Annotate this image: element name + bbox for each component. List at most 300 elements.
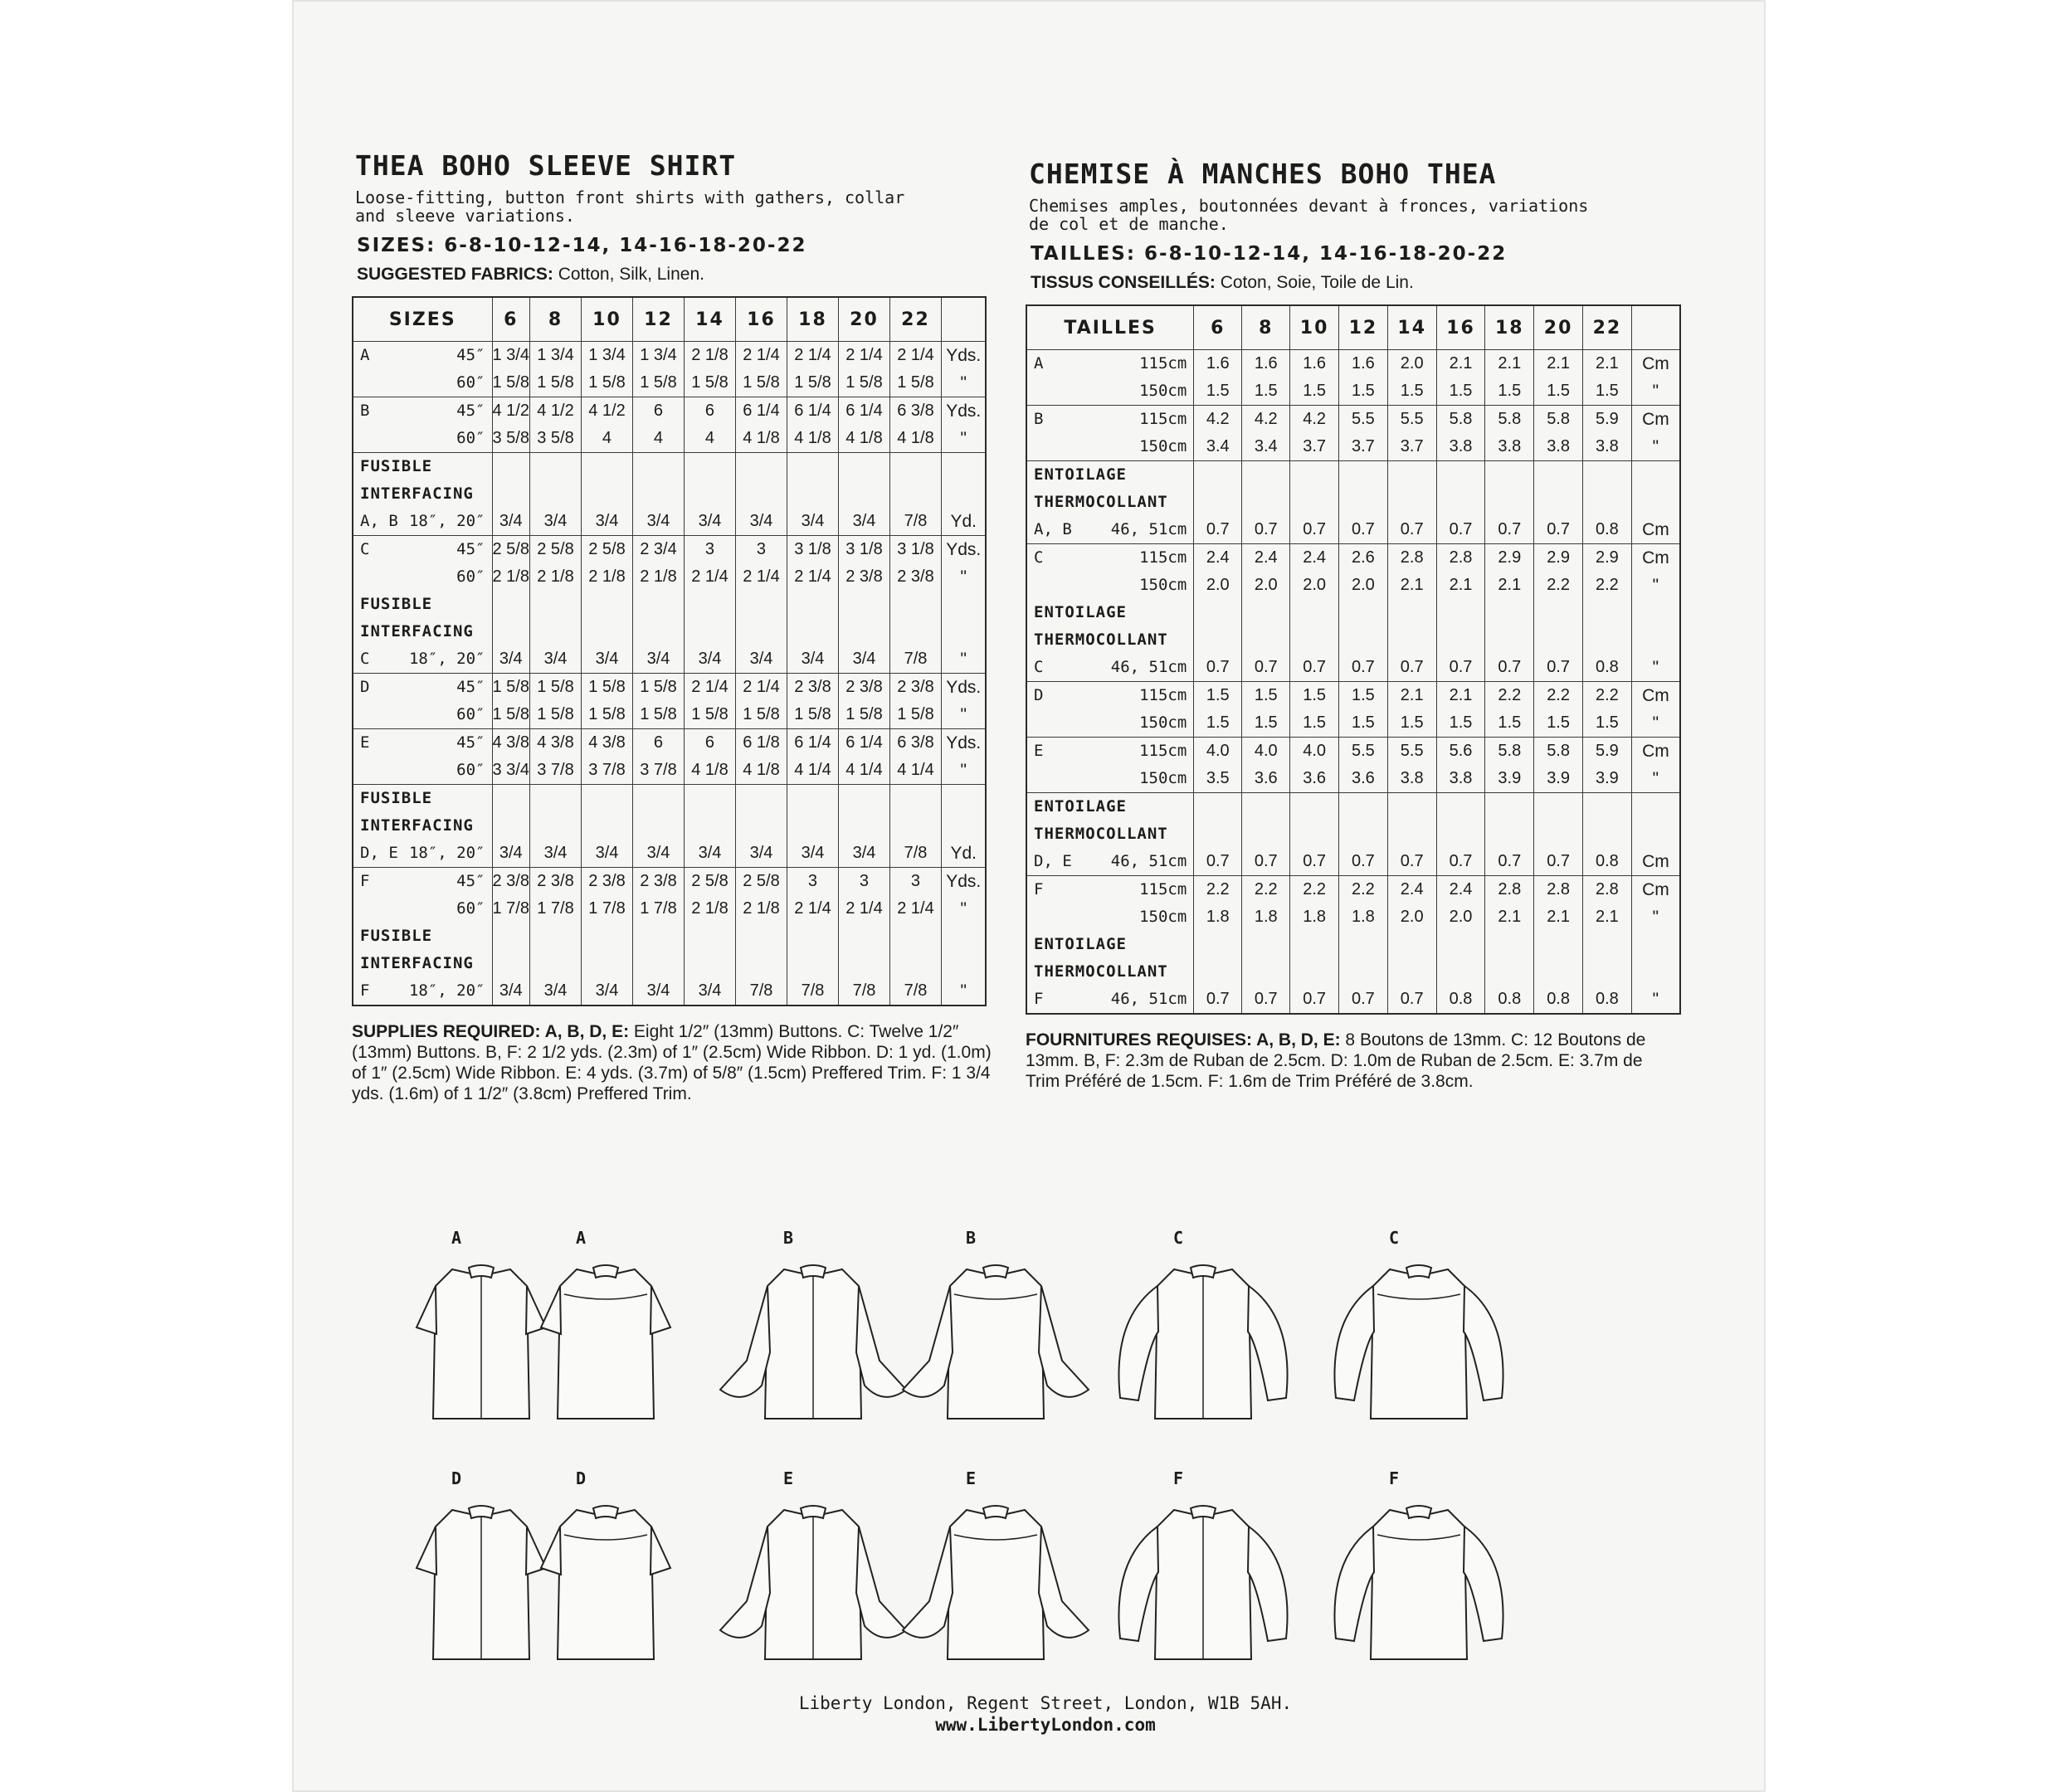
- amount: 0.7: [1449, 658, 1473, 676]
- amount: 2.2: [1303, 880, 1327, 898]
- amount-cell: [1534, 544, 1583, 682]
- amount: 3/4: [801, 650, 825, 668]
- amount: 2.4: [1400, 880, 1424, 898]
- spacer: [633, 591, 684, 645]
- view-letter: B: [965, 1228, 977, 1248]
- spacer: [1632, 931, 1679, 986]
- fabric-width: 45″: [456, 733, 485, 752]
- amount-cell: [1339, 544, 1388, 682]
- amount: 2.0: [1254, 576, 1278, 594]
- amount: 2 1/8: [537, 567, 574, 586]
- spacer: [493, 591, 529, 645]
- amount: 1.8: [1352, 908, 1375, 926]
- row-label: [1026, 350, 1194, 406]
- amount: 0.7: [1449, 852, 1473, 870]
- spacer: [1339, 599, 1387, 654]
- amount-cell: [735, 342, 787, 397]
- amount: 2.1: [1449, 354, 1473, 373]
- amount: 3.8: [1547, 437, 1570, 455]
- view-letter: A, B: [1034, 520, 1072, 538]
- shirt-drawing: [896, 1493, 1095, 1684]
- spacer: [736, 785, 787, 840]
- view-label: [1027, 876, 1193, 903]
- view-letter: F: [1034, 990, 1044, 1008]
- amount: 4 1/8: [691, 761, 729, 779]
- spacer: [787, 591, 838, 645]
- amount: 1.5: [1352, 686, 1375, 704]
- amount: 3/4: [499, 512, 523, 530]
- view-label: [1027, 654, 1193, 681]
- amount: 2.1: [1449, 686, 1473, 704]
- view-label: [1027, 406, 1193, 433]
- interfacing-label: INTERFACING: [360, 954, 474, 972]
- spacer: [736, 591, 787, 645]
- amount-cell: [1194, 350, 1242, 406]
- unit: ": [960, 981, 967, 1001]
- unit: Cm: [1642, 686, 1669, 705]
- amount: 2 3/8: [492, 872, 529, 890]
- unit: Yds.: [946, 402, 982, 421]
- amount: 5.8: [1498, 742, 1522, 760]
- amount: 4.2: [1303, 410, 1327, 428]
- shirt-drawing: [1104, 1493, 1303, 1684]
- amount: 1 5/8: [492, 678, 529, 696]
- amount-cell: [787, 729, 838, 785]
- view-letter: A: [451, 1228, 462, 1248]
- amount-cell: [838, 729, 889, 785]
- amount-cell: [1387, 544, 1436, 682]
- view-figure: [1104, 1468, 1253, 1684]
- spacer: [1583, 793, 1631, 848]
- amount: 0.7: [1206, 520, 1230, 538]
- amount-cell: [684, 868, 735, 1006]
- amount: 2 1/8: [492, 567, 529, 586]
- spacer: [1242, 793, 1289, 848]
- amount-cell: [735, 453, 787, 536]
- amount-cell: [787, 342, 838, 397]
- amount: 1.6: [1206, 354, 1230, 373]
- amount: 2 5/8: [588, 540, 626, 558]
- view-letter: A, B: [360, 512, 398, 530]
- amount-cell: [735, 674, 787, 729]
- interfacing-label: FUSIBLE: [360, 595, 433, 613]
- header-cell: 20: [838, 297, 889, 342]
- amount-cell: [492, 453, 529, 536]
- amount-cell: [1436, 461, 1485, 544]
- spacer: [1242, 931, 1289, 986]
- amount-cell: [684, 536, 735, 674]
- view-figure: [896, 1468, 1045, 1684]
- spacer: [582, 453, 632, 508]
- table-row: [353, 868, 986, 1006]
- shirt-drawing: [1319, 1253, 1518, 1444]
- english-column: [352, 149, 1007, 1104]
- amount: 2.0: [1352, 576, 1375, 594]
- view-label: [1027, 848, 1193, 875]
- amount-cell: [1534, 876, 1583, 1015]
- amount: 1.5: [1352, 713, 1375, 732]
- amount: 0.7: [1498, 520, 1522, 538]
- fabric-width: 150cm: [1139, 769, 1187, 787]
- amount: 0.7: [1254, 520, 1278, 538]
- pattern-title-fr: CHEMISE À MANCHES BOHO THEA: [1029, 158, 1497, 190]
- amount-cell: [581, 674, 632, 729]
- amount: 6: [653, 733, 664, 752]
- amount: 1 5/8: [845, 373, 883, 392]
- amount-cell: [1242, 406, 1290, 461]
- amount: 2 3/8: [845, 567, 883, 586]
- amount-cell: [632, 397, 684, 453]
- amount: 2.1: [1547, 908, 1570, 926]
- amount-cell: [632, 342, 684, 397]
- amount: 2.4: [1254, 548, 1278, 567]
- amount-cell: [1387, 876, 1436, 1015]
- amount-cell: [1242, 876, 1290, 1015]
- amount: 3.8: [1449, 769, 1473, 787]
- view-label: [1027, 682, 1193, 709]
- amount: 1.8: [1206, 908, 1230, 926]
- amount-cell: [787, 397, 838, 453]
- amount: 1 5/8: [743, 373, 780, 392]
- amount: 2 1/4: [845, 346, 883, 364]
- amount: 4 1/8: [743, 429, 780, 447]
- spacer: [582, 923, 632, 977]
- fabric-width: 115cm: [1139, 742, 1187, 760]
- amount: 5.8: [1449, 410, 1473, 428]
- spacer: [890, 785, 941, 840]
- amount: 3.9: [1547, 769, 1570, 787]
- amount: 0.7: [1547, 852, 1570, 870]
- unit: Cm: [1642, 852, 1669, 871]
- amount: 2.1: [1498, 576, 1522, 594]
- amount: 1.5: [1498, 382, 1522, 400]
- amount-cell: [889, 536, 941, 674]
- amount-cell: [1583, 738, 1632, 793]
- amount-cell: [787, 536, 838, 674]
- view-letter: A: [360, 346, 370, 364]
- footer: [730, 1692, 1361, 1736]
- amount-cell: [1485, 876, 1534, 1015]
- amount-cell: [1194, 461, 1242, 544]
- spacer: [942, 453, 986, 508]
- amount: 1.5: [1547, 713, 1570, 732]
- amount: 1 5/8: [794, 373, 831, 392]
- amount: 3/4: [543, 844, 568, 862]
- amount: 7/8: [852, 981, 876, 1000]
- amount-cell: [1242, 461, 1290, 544]
- amount-cell: [581, 536, 632, 674]
- amount: 2 1/8: [743, 899, 780, 918]
- table-row: [353, 397, 986, 453]
- amount: 0.7: [1352, 990, 1375, 1008]
- amount: 1 5/8: [588, 678, 626, 696]
- yardage-table-fr: [1026, 304, 1681, 1015]
- unit-cell: [1631, 544, 1680, 682]
- row-label: [353, 342, 492, 397]
- spacer: [685, 785, 735, 840]
- spacer: [1388, 599, 1436, 654]
- view-figure: [1104, 1228, 1253, 1444]
- amount: 2.4: [1449, 880, 1473, 898]
- amount: 2.2: [1352, 880, 1375, 898]
- view-letter: D, E: [1034, 852, 1072, 870]
- row-label: [353, 674, 492, 729]
- view-label: [1027, 572, 1193, 599]
- interfacing-label: INTERFACING: [360, 622, 474, 640]
- row-label: [353, 785, 492, 868]
- amount: 2.4: [1303, 548, 1327, 567]
- spacer: [1632, 461, 1679, 516]
- amount: 2 1/4: [794, 346, 831, 364]
- fabric-width: 115cm: [1139, 354, 1187, 373]
- unit: ": [960, 429, 967, 448]
- amount-cell: [1290, 544, 1339, 682]
- shirt-drawing: [1104, 1253, 1303, 1444]
- row-label: [353, 868, 492, 1006]
- amount-cell: [838, 453, 889, 536]
- amount: 1.6: [1254, 354, 1278, 373]
- amount: 6 3/8: [897, 402, 934, 420]
- fabric-width: 45″: [456, 540, 485, 558]
- amount-cell: [1194, 738, 1242, 793]
- amount: 2.8: [1595, 880, 1619, 898]
- unit: Yds.: [946, 678, 982, 697]
- amount: 3.5: [1206, 769, 1230, 787]
- unit-cell: [941, 729, 986, 785]
- amount: 0.8: [1547, 990, 1570, 1008]
- amount-cell: [581, 868, 632, 1006]
- amount: 3.9: [1595, 769, 1619, 787]
- amount: 3/4: [801, 844, 825, 862]
- amount: 1 5/8: [640, 373, 677, 392]
- amount: 3/4: [646, 981, 670, 1000]
- amount: 2 3/8: [794, 678, 831, 696]
- view-letter: E: [1034, 742, 1044, 760]
- fabric-width: 60″: [456, 373, 485, 392]
- table-row: [353, 453, 986, 536]
- amount: 1.5: [1206, 686, 1230, 704]
- amount: 7/8: [904, 512, 928, 530]
- amount-cell: [1436, 793, 1485, 876]
- shirt-drawing: [506, 1493, 705, 1684]
- amount-cell: [735, 397, 787, 453]
- amount-cell: [684, 729, 735, 785]
- amount-cell: [889, 729, 941, 785]
- amount: 3: [756, 540, 767, 558]
- spacer: [1339, 461, 1387, 516]
- view-letter: C: [1388, 1228, 1400, 1248]
- spacer: [1290, 599, 1338, 654]
- footer-url: www.LibertyLondon.com: [935, 1715, 1156, 1735]
- fabric-width: 60″: [456, 899, 485, 918]
- amount: 3/4: [698, 512, 722, 530]
- amount-cell: [1583, 876, 1632, 1015]
- amount-cell: [632, 536, 684, 674]
- spacer: [736, 453, 787, 508]
- amount: 0.7: [1303, 658, 1327, 676]
- fabric-width: 18″, 20″: [408, 844, 485, 862]
- amount: 2.6: [1352, 548, 1375, 567]
- row-label: [353, 397, 492, 453]
- amount: 3/4: [646, 512, 670, 530]
- amount-cell: [492, 729, 529, 785]
- view-figure: [506, 1228, 655, 1444]
- spacer: [839, 453, 889, 508]
- header-cell: [941, 297, 986, 342]
- amount: 3: [807, 872, 818, 890]
- spacer: [1485, 931, 1533, 986]
- amount-cell: [1485, 461, 1534, 544]
- interfacing-label: THERMOCOLLANT: [1034, 825, 1168, 843]
- amount: 2 3/8: [588, 872, 626, 890]
- unit-cell: [941, 397, 986, 453]
- spacer: [1632, 599, 1679, 654]
- amount: 1.6: [1303, 354, 1327, 373]
- amount: 0.7: [1547, 520, 1570, 538]
- amount: 3/4: [801, 512, 825, 530]
- spacer: [1437, 931, 1485, 986]
- interfacing-label: FUSIBLE: [360, 927, 433, 945]
- spacer: [582, 785, 632, 840]
- amount: 1 5/8: [640, 678, 677, 696]
- amount-cell: [529, 785, 581, 868]
- header-cell: 6: [1194, 305, 1242, 350]
- amount: 4 1/4: [845, 761, 883, 779]
- unit: ": [960, 705, 967, 724]
- amount: 3/4: [749, 512, 773, 530]
- amount: 3 7/8: [537, 761, 574, 779]
- amount-cell: [1387, 406, 1436, 461]
- amount: 2 3/8: [845, 678, 883, 696]
- amount: 6 1/8: [743, 733, 780, 752]
- table-row: [353, 729, 986, 785]
- amount: 2.2: [1206, 880, 1230, 898]
- amount: 1 7/8: [588, 899, 626, 918]
- amount: 4 3/8: [588, 733, 626, 752]
- header-cell: TAILLES: [1026, 305, 1194, 350]
- amount: 4 1/4: [794, 761, 831, 779]
- spacer: [1388, 461, 1436, 516]
- spacer: [633, 453, 684, 508]
- unit-cell: [941, 453, 986, 536]
- spacer: [493, 923, 529, 977]
- suggested-fabrics: SUGGESTED FABRICS: Cotton, Silk, Linen.: [357, 265, 704, 284]
- amount: 2 1/4: [845, 899, 883, 918]
- amount: 1.5: [1400, 382, 1424, 400]
- amount: 4 3/8: [537, 733, 574, 752]
- yardage-table: [352, 296, 987, 1006]
- amount-cell: [889, 342, 941, 397]
- amount: 3.7: [1303, 437, 1327, 455]
- amount-cell: [529, 342, 581, 397]
- amount: 0.8: [1595, 990, 1619, 1008]
- spacer: [890, 923, 941, 977]
- amount: 2.2: [1595, 576, 1619, 594]
- spacer: [839, 591, 889, 645]
- amount-cell: [735, 868, 787, 1006]
- view-letter: C: [1034, 548, 1044, 567]
- row-label: [353, 453, 492, 536]
- amount: 1 3/4: [537, 346, 574, 364]
- unit: ": [1652, 713, 1659, 733]
- view-letter: B: [1034, 410, 1044, 428]
- amount-cell: [787, 674, 838, 729]
- amount: 2.1: [1400, 576, 1424, 594]
- amount: 2 1/8: [691, 899, 729, 918]
- view-figure: [1319, 1228, 1469, 1444]
- spacer: [582, 591, 632, 645]
- amount: 3/4: [543, 981, 568, 1000]
- amount: 2.8: [1498, 880, 1522, 898]
- amount: 7/8: [904, 981, 928, 1000]
- view-label: [353, 840, 492, 867]
- amount-cell: [1485, 682, 1534, 738]
- amount: 2.9: [1498, 548, 1522, 567]
- table-row: [1026, 544, 1680, 682]
- spacer: [493, 785, 529, 840]
- amount: 0.7: [1400, 990, 1424, 1008]
- amount: 1.5: [1254, 382, 1278, 400]
- view-figure: [714, 1468, 863, 1684]
- unit: Yds.: [946, 872, 982, 891]
- spacer: [736, 923, 787, 977]
- amount: 0.7: [1303, 520, 1327, 538]
- unit-cell: [1631, 793, 1680, 876]
- amount-cell: [1339, 350, 1388, 406]
- amount-cell: [492, 785, 529, 868]
- amount: 2 1/4: [691, 678, 729, 696]
- amount: 5.5: [1400, 410, 1424, 428]
- view-figure: [1319, 1468, 1469, 1684]
- view-label: [1027, 544, 1193, 572]
- pattern-title: THEA BOHO SLEEVE SHIRT: [355, 149, 737, 182]
- amount: 0.7: [1254, 658, 1278, 676]
- amount-cell: [1194, 544, 1242, 682]
- amount: 2.4: [1206, 548, 1230, 567]
- unit: ": [960, 650, 967, 669]
- amount-cell: [1242, 738, 1290, 793]
- spacer: [1194, 793, 1241, 848]
- amount-cell: [1583, 544, 1632, 682]
- amount-cell: [735, 729, 787, 785]
- amount: 2 1/8: [640, 567, 677, 586]
- amount: 3/4: [543, 512, 568, 530]
- amount-cell: [581, 785, 632, 868]
- amount: 2.0: [1400, 908, 1424, 926]
- view-letter: C: [360, 650, 370, 668]
- table-row: [1026, 793, 1680, 876]
- spacer: [890, 591, 941, 645]
- amount-cell: [1194, 876, 1242, 1015]
- unit: ": [960, 761, 967, 780]
- unit-cell: [1631, 876, 1680, 1015]
- amount: 2.1: [1547, 354, 1570, 373]
- amount: 0.7: [1498, 658, 1522, 676]
- shirt-drawing: [896, 1253, 1095, 1444]
- header-cell: 16: [735, 297, 787, 342]
- amount: 0.8: [1449, 990, 1473, 1008]
- amount: 5.9: [1595, 410, 1619, 428]
- header-cell: [1631, 305, 1680, 350]
- amount: 3.8: [1449, 437, 1473, 455]
- amount-cell: [1339, 461, 1388, 544]
- spacer: [530, 453, 581, 508]
- unit: ": [1652, 658, 1659, 677]
- amount: 0.7: [1400, 520, 1424, 538]
- view-label: [353, 508, 492, 535]
- amount: 4.2: [1206, 410, 1230, 428]
- view-letter: D: [451, 1468, 462, 1488]
